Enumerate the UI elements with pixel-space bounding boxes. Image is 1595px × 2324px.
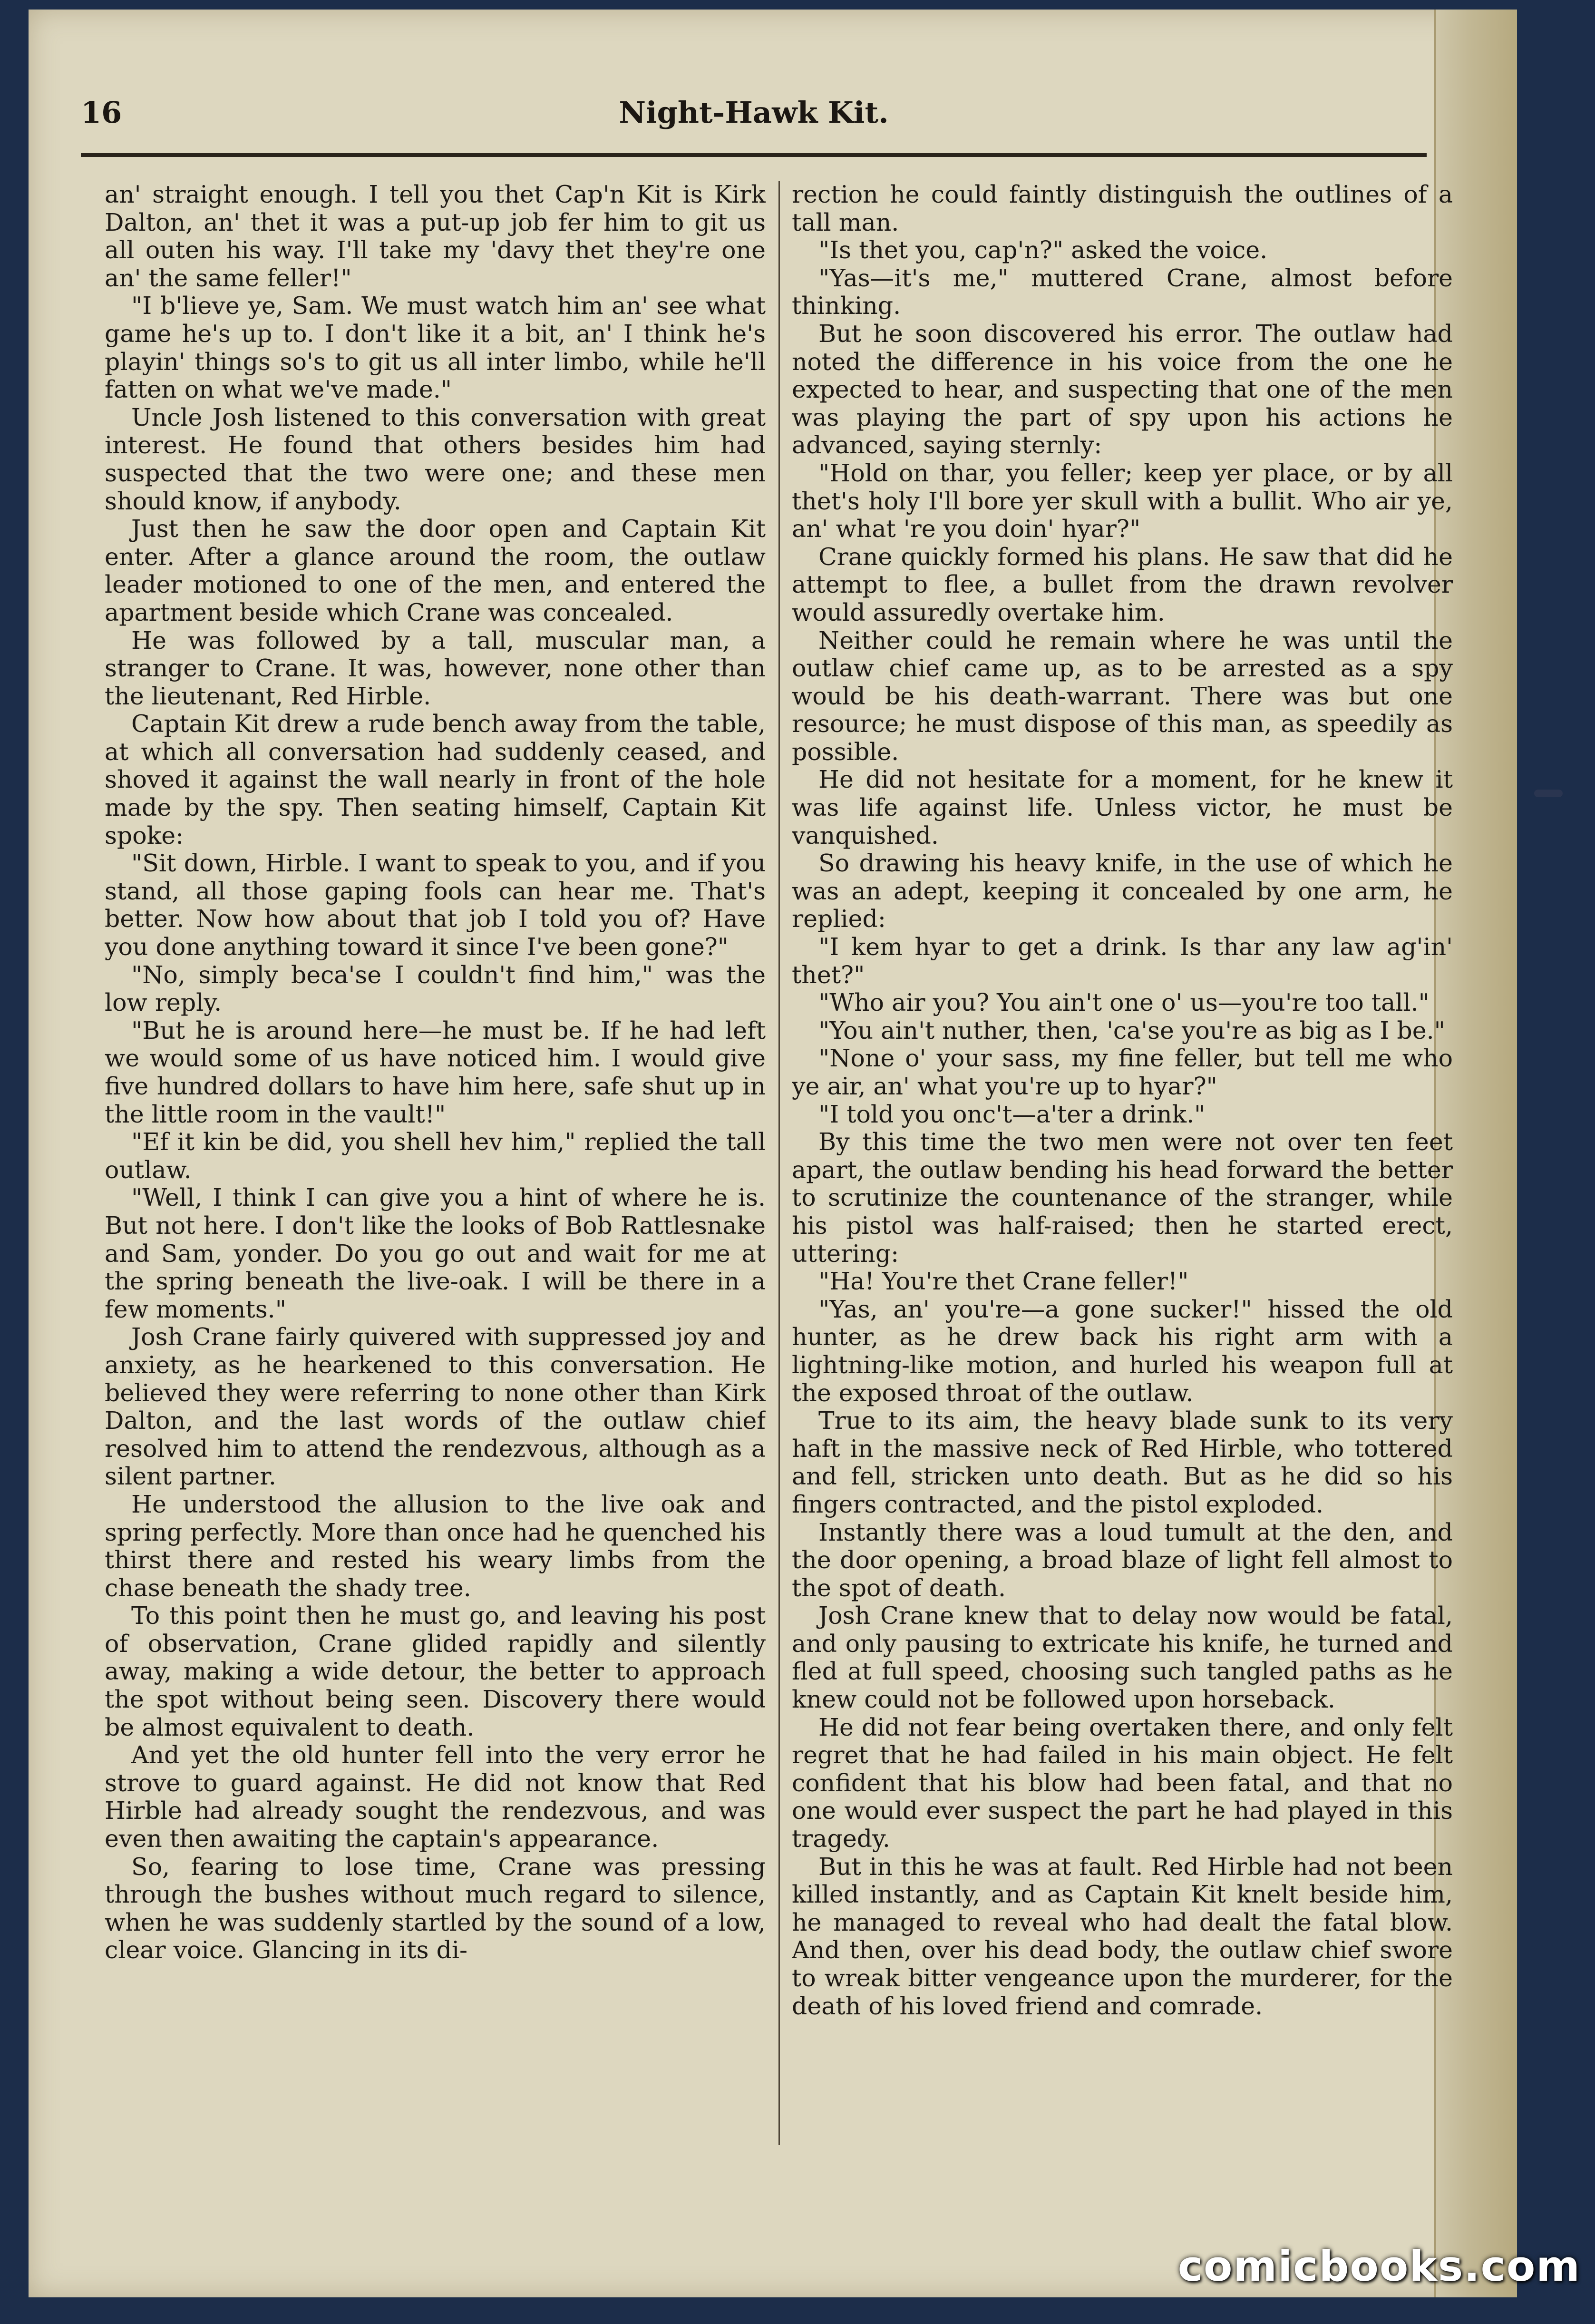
paragraph: True to its aim, the heavy blade sunk to its very haft in the massive neck of Red Hirble, who tottered and fell, stricken unto death. But as he did so his fingers contracted, and the pistol exploded. [792,1406,1453,1518]
binding-mark [1534,790,1563,797]
paragraph: rection he could faintly distinguish the outlines of a tall man. [792,181,1453,236]
paragraph: "Well, I think I can give you a hint of where he is. But not here. I don't like the looks of Bob Rattlesnake and Sam, yonder. Do you go out and wait for me at the spring beneath the live-oak. I will be there in a few moments." [105,1183,766,1323]
paragraph: "Ha! You're thet Crane feller!" [818,1267,1189,1296]
paragraph: By this time the two men were not over ten feet apart, the outlaw bending his head forward the better to scrutinize the countenance of the stranger, while his pistol was half-raised; then he started erect, uttering: [792,1128,1453,1268]
paragraph: Neither could he remain where he was until the outlaw chief came up, as to be arrested as a spy would be his death-warrant. There was but one resource; he must dispose of this man, as speedily as possible. [792,626,1453,766]
paragraph: And yet the old hunter fell into the very error he strove to guard against. He did not know that Red Hirble had already sought the rendezvous, and was even then awaiting the captain's appearance. [105,1741,766,1853]
paragraph: He did not hesitate for a moment, for he knew it was life against life. Unless victor, he must be vanquished. [792,765,1453,850]
page-header [81,95,1427,152]
paragraph: So drawing his heavy knife, in the use of which he was an adept, keeping it concealed by one arm, he replied: [792,849,1453,933]
paragraph: But in this he was at fault. Red Hirble had not been killed instantly, and as Captain Kit knelt beside him, he managed to reveal who had dealt the fatal blow. And then, over his dead body, the outlaw chief swore to wreak bitter vengeance upon the murderer, for the death of his loved friend and comrade. [792,1852,1453,2020]
paragraph: "But he is around here—he must be. If he had left we would some of us have noticed him. I would give five hundred dollars to have him here, safe shut up in the little room in the vault!" [105,1016,766,1128]
paragraph: He did not fear being overtaken there, and only felt regret that he had failed in his main object. He felt confident that his blow had been fatal, and that no one would ever suspect the part he had played in this tragedy. [792,1713,1453,1853]
paragraph: He understood the allusion to the live oak and spring perfectly. More than once had he quenched his thirst there and rested his weary limbs from the chase beneath the shady tree. [105,1490,766,1602]
paragraph: "I told you onc't—a'ter a drink." [818,1100,1206,1128]
header-rule [81,153,1427,157]
watermark: comicbooks.com [1177,2242,1581,2291]
paragraph: Josh Crane knew that to delay now would be fatal, and only pausing to extricate his knife, he turned and fled at full speed, choosing such tangled paths as he knew could not be followed upon horseback. [792,1601,1453,1714]
paragraph: Just then he saw the door open and Captain Kit enter. After a glance around the room, the outlaw leader motioned to one of the men, and entered the apartment beside which Crane was concealed. [105,515,766,626]
paragraph: So, fearing to lose time, Crane was pressing through the bushes without much regard to silence, when he was suddenly startled by the sound of a low, clear voice. Glancing in its di- [105,1852,766,1964]
paragraph: He was followed by a tall, muscular man, a stranger to Crane. It was, however, none other than the lieutenant, Red Hirble. [105,626,766,710]
paragraph: "You ain't nuther, then, 'ca'se you're as big as I be." [818,1016,1445,1045]
right-column [792,181,1453,2159]
paragraph: "Ef it kin be did, you shell hev him," replied the tall outlaw. [105,1128,766,1184]
left-column [105,181,766,2159]
paragraph: To this point then he must go, and leaving his post of observation, Crane glided rapidly and silently away, making a wide detour, the better to approach the spot without being seen. Discovery there would be almost equivalent to death. [105,1601,766,1741]
paragraph: "Who air you? You ain't one o' us—you're too tall." [818,988,1430,1017]
paragraph: Captain Kit drew a rude bench away from the table, at which all conversation had suddenly ceased, and shoved it against the wall nearly in front of the hole made by the spy. Then seating himself, Captain Kit spoke: [105,710,766,850]
paragraph: "Sit down, Hirble. I want to speak to you, and if you stand, all those gaping fools can hear me. That's better. Now how about that job I told you of? Have you done anything toward it since I've been gone?" [105,849,766,961]
paragraph: Instantly there was a loud tumult at the den, and the door opening, a broad blaze of light fell almost to the spot of death. [792,1518,1453,1602]
paragraph: "I b'lieve ye, Sam. We must watch him an' see what game he's up to. I don't like it a bit, an' I think he's playin' things so's to git us all inter limbo, while he'll fatten on what we've made." [105,292,766,404]
paragraph: "I kem hyar to get a drink. Is thar any law ag'in' thet?" [792,933,1453,989]
paragraph: "Is thet you, cap'n?" asked the voice. [818,236,1268,264]
page-number: 16 [81,95,122,130]
column-divider [778,181,780,2145]
running-title: Night-Hawk Kit. [619,95,889,130]
paragraph: Crane quickly formed his plans. He saw that did he attempt to flee, a bullet from the drawn revolver would assuredly overtake him. [792,542,1453,626]
paragraph: Uncle Josh listened to this conversation with great interest. He found that others besides him had suspected that the two were one; and these men should know, if anybody. [105,403,766,515]
paragraph: "No, simply beca'se I couldn't find him," was the low reply. [105,960,766,1017]
paragraph: But he soon discovered his error. The outlaw had noted the difference in his voice from the one he expected to hear, and suspecting that one of the men was playing the part of spy upon his actions he advanced, saying sternly: [792,319,1453,459]
paragraph: "Yas, an' you're—a gone sucker!" hissed the old hunter, as he drew back his right arm with a lightning-like motion, and hurled his weapon full at the exposed throat of the outlaw. [792,1295,1453,1407]
paragraph: Josh Crane fairly quivered with suppressed joy and anxiety, as he hearkened to this conversation. He believed they were referring to none other than Kirk Dalton, and the last words of the outlaw chief resolved him to attend the rendezvous, although as a silent partner. [105,1323,766,1491]
paragraph: "None o' your sass, my fine feller, but tell me who ye air, an' what you're up to hyar?" [792,1044,1453,1100]
paragraph: an' straight enough. I tell you thet Cap'n Kit is Kirk Dalton, an' thet it was a put-up job fer him to git us all outen his way. I'll take my 'davy thet they're one an' the same feller!" [105,181,766,292]
paragraph: "Yas—it's me," muttered Crane, almost before thinking. [792,264,1453,320]
paragraph: "Hold on thar, you feller; keep yer place, or by all thet's holy I'll bore yer skull with a bullit. Who air ye, an' what 're you doin' hyar?" [792,459,1453,543]
